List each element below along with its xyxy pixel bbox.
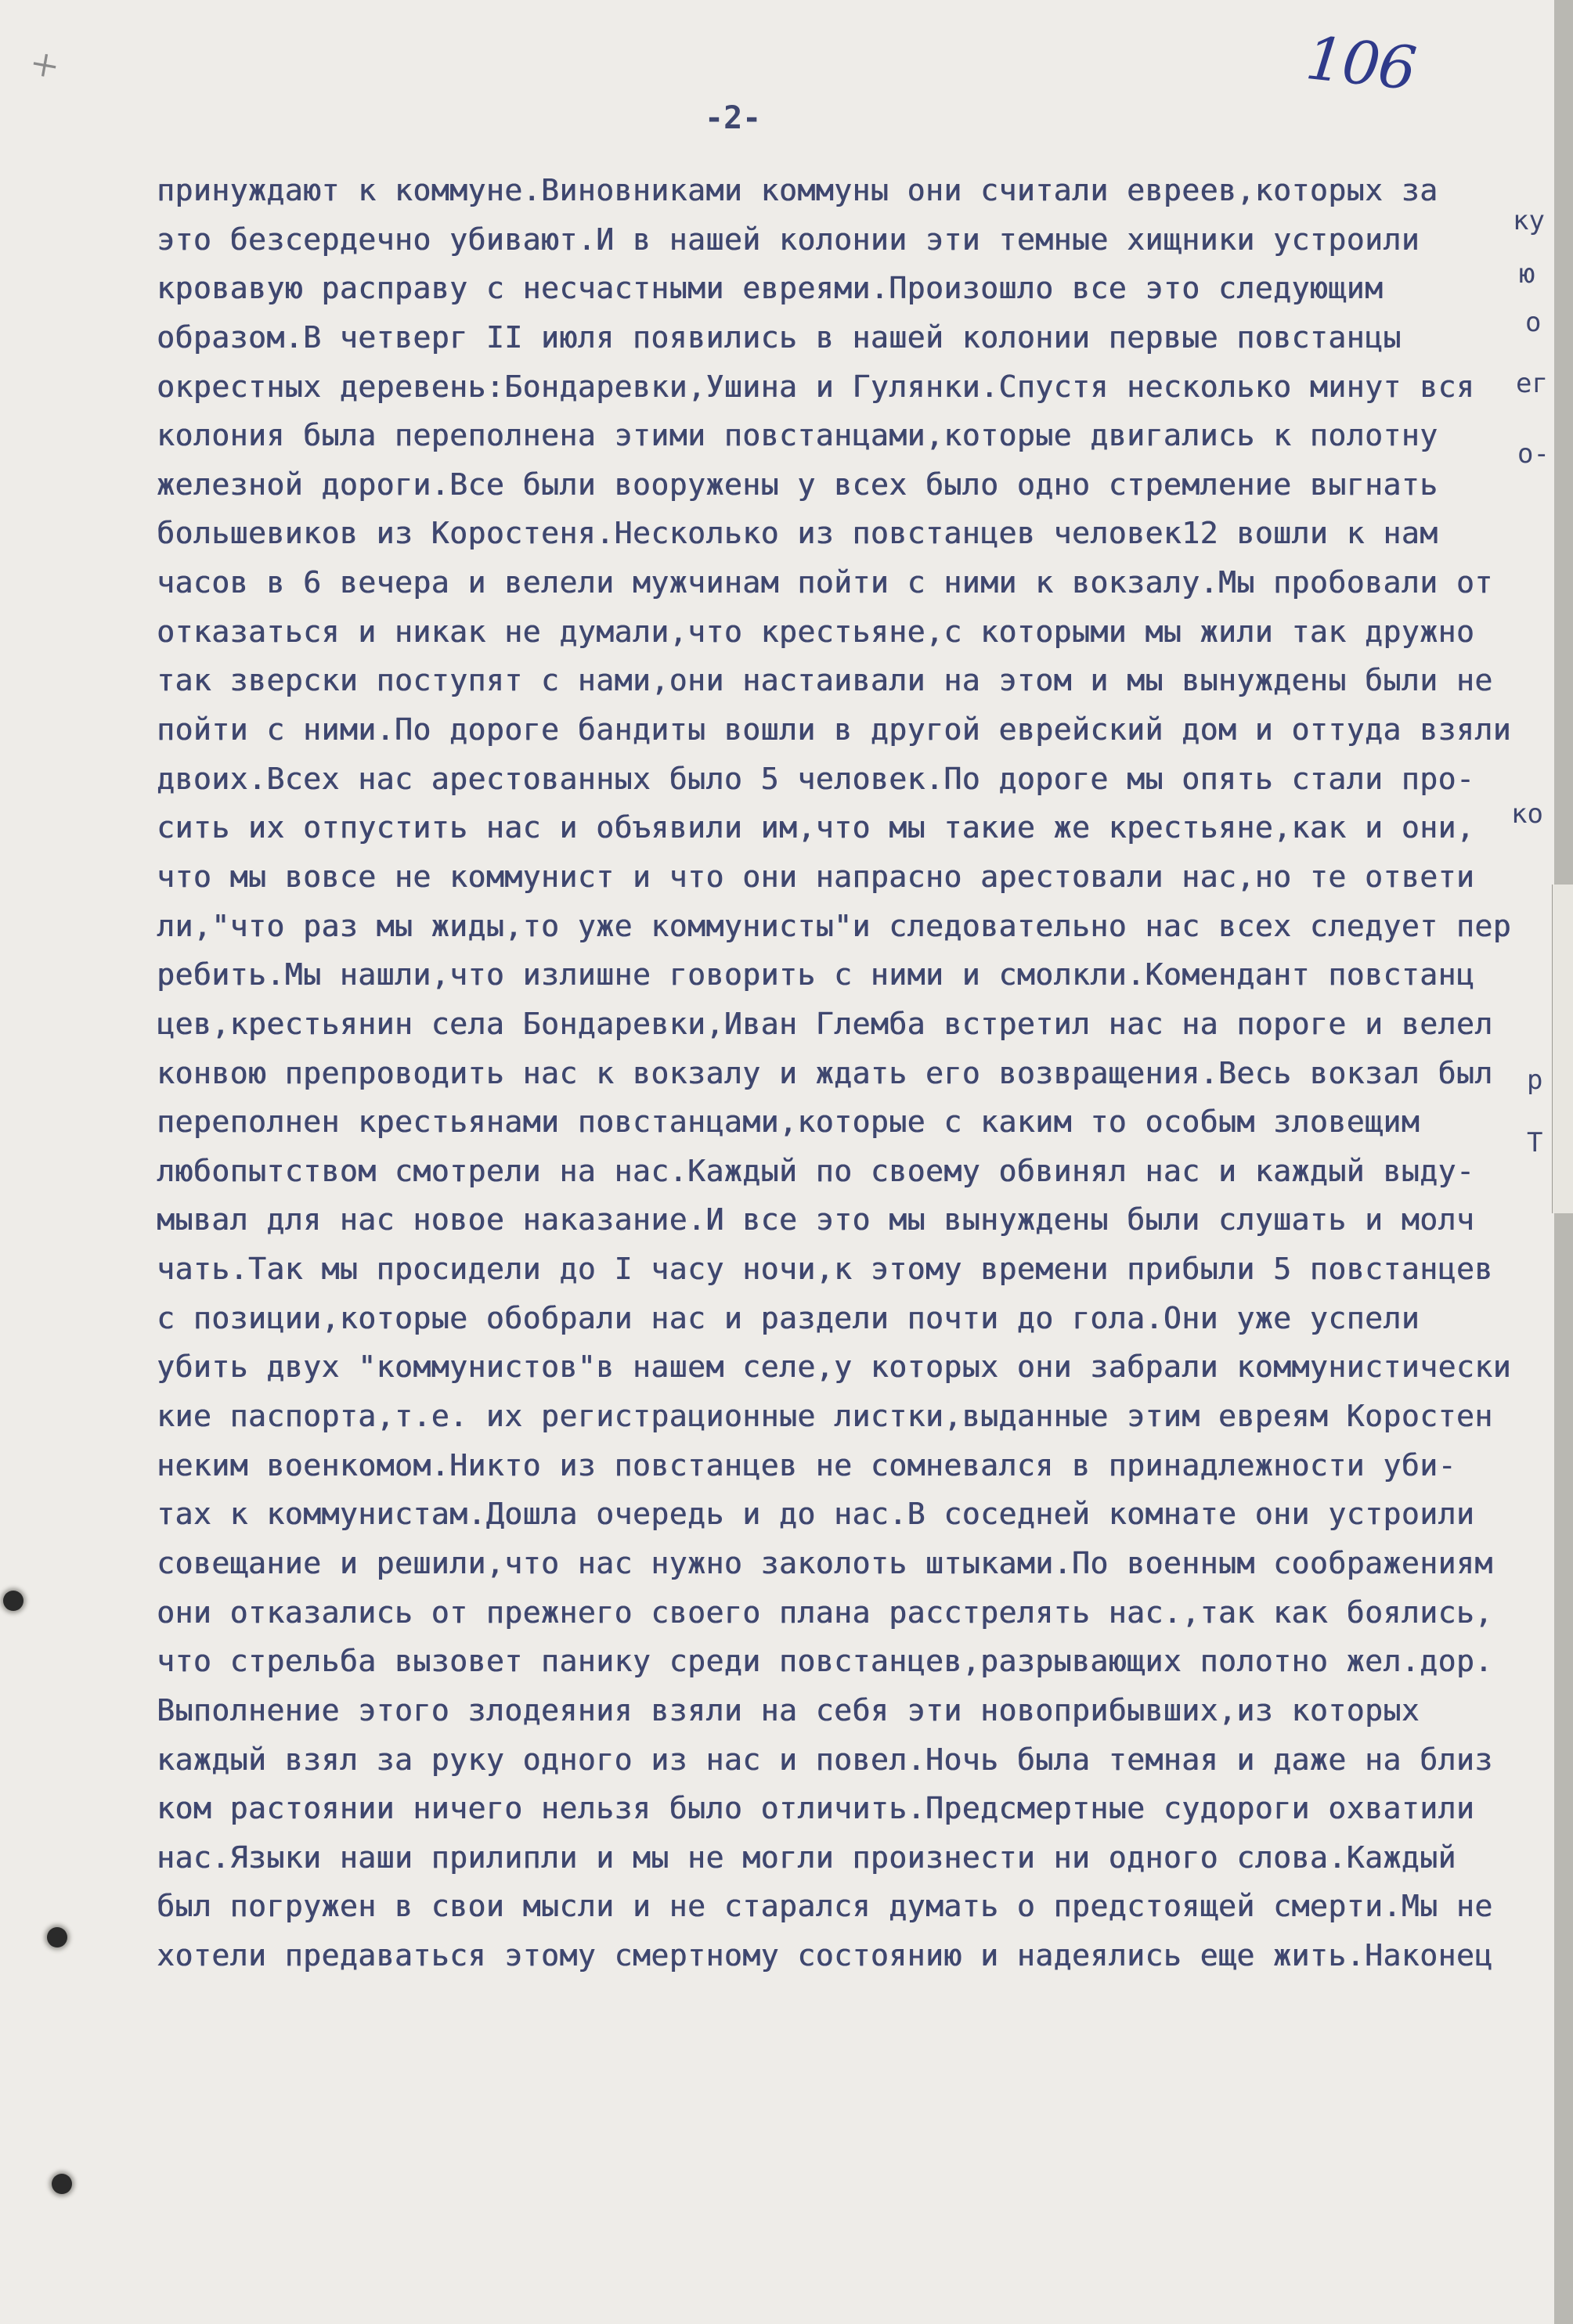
text-line: окрестных деревень:Бондаревки,Ушина и Гулянки.Спустя несколько минут вся xyxy=(157,369,1475,404)
text-line: с позиции,которые обобрали нас и раздели почти до гола.Они уже успели xyxy=(157,1300,1420,1335)
text-line: цев,крестьянин села Бондаревки,Иван Глемба встретил нас на пороге и велел xyxy=(157,1006,1493,1041)
text-line: ком растоянии ничего нельзя было отличить.Предсмертные судороги охватили xyxy=(157,1791,1475,1826)
text-line: большевиков из Коростеня.Несколько из повстанцев человек12 вошли к нам xyxy=(157,516,1438,551)
punch-hole xyxy=(47,1927,67,1947)
text-line: тах к коммунистам.Дошла очередь и до нас.В соседней комнате они устроили xyxy=(157,1497,1475,1532)
text-line: это безсердечно убивают.И в нашей колонии эти темные хищники устроили xyxy=(157,222,1420,257)
edge-tape xyxy=(1552,885,1573,1213)
text-line: конвою препроводить нас к вокзалу и ждать его возвращения.Весь вокзал был xyxy=(157,1055,1493,1090)
corner-pencil-mark: × xyxy=(23,42,66,88)
text-line: Выполнение этого злодеяния взяли на себя эти новоприбывших,из которых xyxy=(157,1692,1420,1728)
text-line: ли,"что раз мы жиды,то уже коммунисты"и следовательно нас всех следует пер xyxy=(157,908,1511,943)
margin-fragment: ег xyxy=(1516,368,1548,399)
text-line: отказаться и никак не думали,что крестьяне,с которыми мы жили так дружно xyxy=(157,614,1475,649)
punch-hole xyxy=(3,1591,23,1611)
text-line: ребить.Мы нашли,что излишне говорить с ними и смолкли.Комендант повстанц xyxy=(157,957,1475,993)
text-line: часов в 6 вечера и велели мужчинам пойти с ними к вокзалу.Мы пробовали от xyxy=(157,565,1493,600)
text-line: принуждают к коммуне.Виновниками коммуны они считали евреев,которых за xyxy=(157,173,1438,207)
text-line: двоих.Всех нас арестованных было 5 человек.По дороге мы опять стали про- xyxy=(157,761,1475,796)
text-line: нас.Языки наши прилипли и мы не могли произнести ни одного слова.Каждый xyxy=(157,1839,1456,1875)
folio-number: 106 xyxy=(1302,22,1419,104)
text-line: хотели предаваться этому смертному состоянию и надеялись еще жить.Наконец xyxy=(157,1938,1493,1973)
page-number: -2- xyxy=(705,100,762,136)
text-line: они отказались от прежнего своего плана расстрелять нас.,так как боялись, xyxy=(157,1594,1493,1630)
margin-fragment: Т xyxy=(1527,1127,1543,1158)
text-line: железной дороги.Все были вооружены у всех было одно стремление выгнать xyxy=(157,467,1438,502)
margin-fragment: ко xyxy=(1511,798,1543,830)
text-line: колония была переполнена этими повстанцами,которые двигались к полотну xyxy=(157,418,1438,453)
text-line: что стрельба вызовет панику среди повстанцев,разрывающих полотно жел.дор. xyxy=(157,1644,1493,1679)
text-line: пойти с ними.По дороге бандиты вошли в другой еврейский дом и оттуда взяли xyxy=(157,712,1511,748)
text-line: убить двух "коммунистов"в нашем селе,у которых они забрали коммунистически xyxy=(157,1349,1511,1385)
margin-fragment: р xyxy=(1527,1065,1543,1096)
punch-hole xyxy=(52,2174,72,2194)
text-line: мывал для нас новое наказание.И все это мы вынуждены были слушать и молч xyxy=(157,1202,1475,1238)
margin-fragment: о- xyxy=(1517,438,1550,470)
text-line: так зверски поступят с нами,они настаивали на этом и мы вынуждены были не xyxy=(157,663,1493,698)
text-line: любопытством смотрели на нас.Каждый по своему обвинял нас и каждый выду- xyxy=(157,1153,1475,1188)
text-line: был погружен в свои мысли и не старался думать о предстоящей смерти.Мы не xyxy=(157,1889,1493,1924)
text-line: сить их отпустить нас и объявили им,что мы такие же крестьяне,как и они, xyxy=(157,810,1475,845)
text-line: кровавую расправу с несчастными евреями.Произошло все это следующим xyxy=(157,271,1384,306)
text-line: образом.В четверг II июля появились в нашей колонии первые повстанцы xyxy=(157,319,1402,355)
text-line: каждый взял за руку одного из нас и повел.Ночь была темная и даже на близ xyxy=(157,1742,1493,1777)
margin-fragment: ку xyxy=(1513,205,1545,236)
text-line: совещание и решили,что нас нужно заколоть штыками.По военным соображениям xyxy=(157,1545,1493,1580)
text-line: чать.Так мы просидели до I часу ночи,к этому времени прибыли 5 повстанцев xyxy=(157,1252,1493,1287)
text-line: что мы вовсе не коммунист и что они напрасно арестовали нас,но те ответи xyxy=(157,859,1475,894)
typed-text-body xyxy=(157,166,1550,1980)
margin-fragment: ю xyxy=(1519,258,1535,290)
margin-fragment: о xyxy=(1525,307,1542,338)
text-line: неким военкомом.Никто из повстанцев не сомневался в принадлежности уби- xyxy=(157,1447,1456,1483)
text-line: кие паспорта,т.е. их регистрационные листки,выданные этим евреям Коростен xyxy=(157,1399,1493,1434)
text-line: переполнен крестьянами повстанцами,которые с каким то особым зловещим xyxy=(157,1104,1420,1140)
